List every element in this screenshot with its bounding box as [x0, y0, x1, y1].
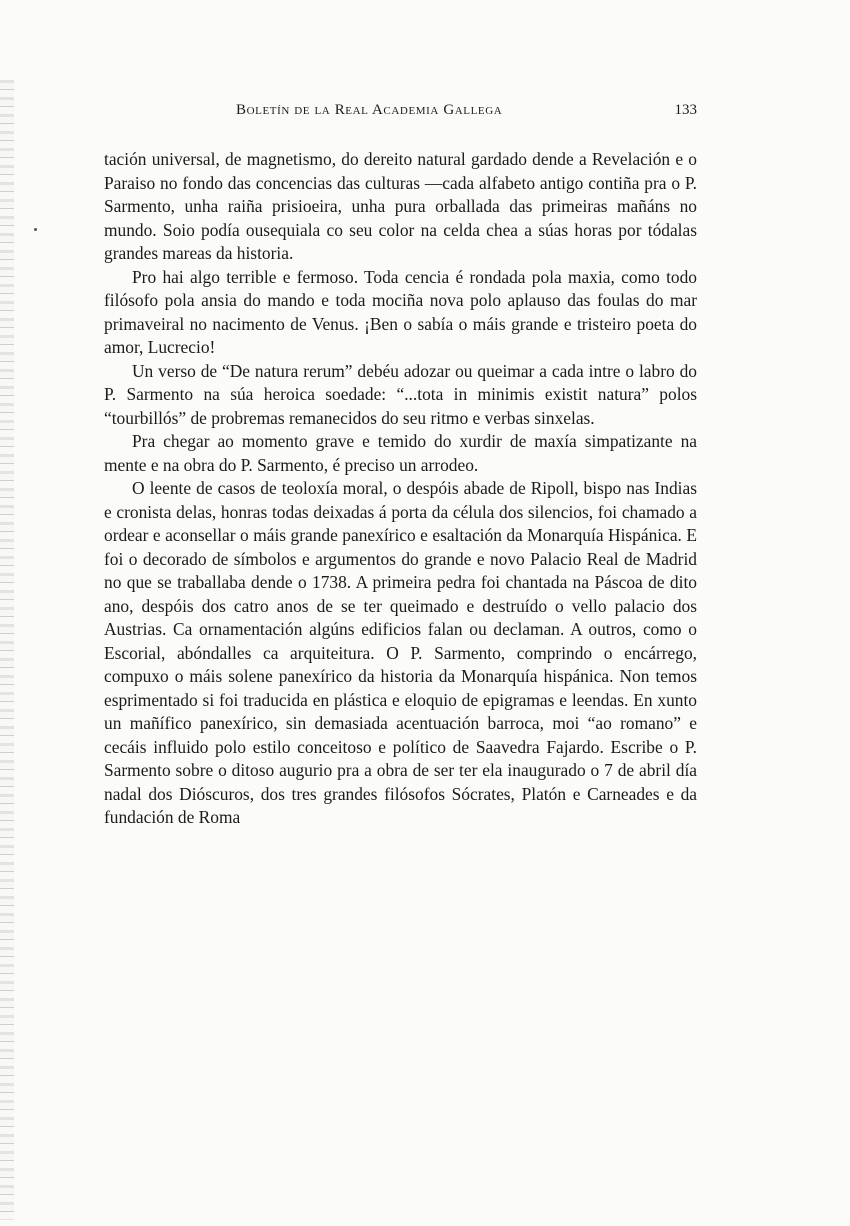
- page-number: 133: [674, 102, 697, 118]
- margin-mark: [34, 228, 37, 231]
- paragraph: Pro hai algo terrible e fermoso. Toda cencia é rondada pola maxia, como todo filósofo pola ansia do mando e toda mociña nova polo aplauso das foulas do mar primaveiral no nacimento de Venus. ¡Ben o sabía o máis grande e tristeiro poeta do amor, Lucrecio!: [104, 266, 697, 357]
- body-text: [104, 148, 697, 830]
- binding-edge: [0, 80, 14, 1220]
- page-header: [104, 102, 697, 128]
- paragraph: Pra chegar ao momento grave e temido do xurdir de maxía simpatizante na mente e na obra do P. Sarmento, é preciso un arrodeo.: [104, 431, 697, 475]
- running-title: Boletín de la Real Academia Gallega: [236, 102, 503, 118]
- paragraph: Un verso de “De natura rerum” debéu adozar ou queimar a cada intre o labro do P. Sarmento na súa heroica soedade: “...tota in minimis existit natura” polos “tourbillós” de probremas remanecidos do seu ritmo e verbas sinxelas.: [104, 360, 697, 428]
- paragraph-continuation: tación universal, de magnetismo, do dereito natural gardado dende a Revelación e o Paraiso no fondo das concencias das culturas —cada alfabeto antigo contiña pra o P. Sarmento, unha raiña prisioeira, unha pura orballada das primeiras mañáns no mundo. Soio podía ousequiala co seu color na celda chea a súas horas por tódalas grandes mareas da historia.: [104, 149, 697, 263]
- paragraph: O leente de casos de teoloxía moral, o despóis abade de Ripoll, bispo nas Indias e cronista delas, honras todas deixadas á porta da célula dos silencios, foi chamado a ordear e aconsellar o máis grande panexírico e esaltación da Monarquía Hispánica. E foi o decorado de símbolos e argumentos do grande e novo Palacio Real de Madrid no que se traballaba dende o 1738. A primeira pedra foi chantada na Páscoa de dito ano, despóis dos catro anos de se ter queimado e destruído o vello palacio dos Austrias. Ca ornamentación algúns edificios falan ou declaman. A outros, como o Escorial, abóndalles ca arquiteitura. O P. Sarmento, comprindo o encárrego, compuxo o máis solene panexírico da historia da Monarquía hispánica. Non temos esprimentado si foi traducida en plástica e eloquio de epigramas e leendas. En xunto un mañífico panexírico, sin demasiada acentuación barroca, moi “ao romano” e cecáis influido polo estilo conceitoso e político de Saavedra Fajardo. Escribe o P. Sarmento sobre o ditoso augurio pra a obra de ser ter ela inaugurado o 7 de abril día nadal dos Dióscuros, dos tres grandes filósofos Sócrates, Platón e Carneades e da fundación de Roma: [104, 478, 697, 827]
